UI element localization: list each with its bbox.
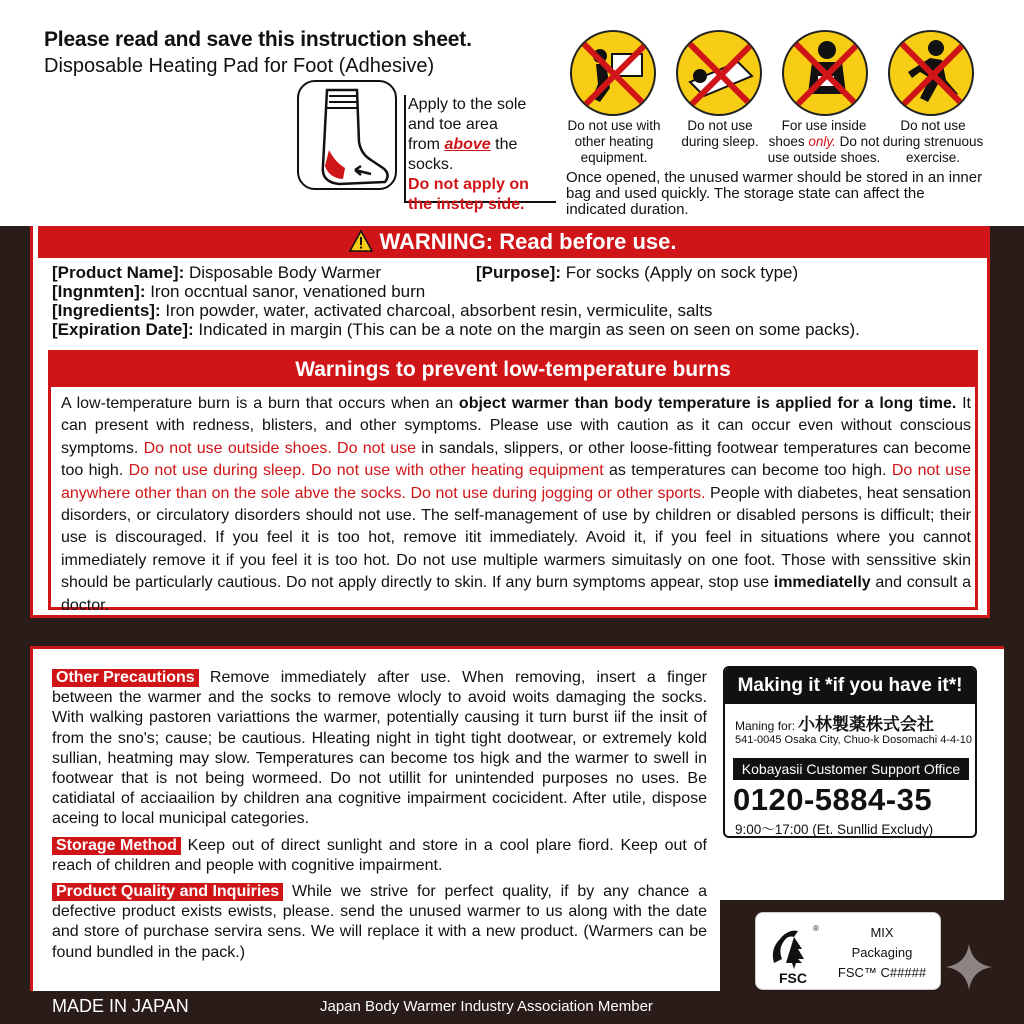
warning-bar: WARNING: Read before use.: [38, 226, 988, 258]
no-heating-equipment-icon: [570, 30, 656, 116]
support-hours: 9:00〜17:00 (Et. Sunllid Excludy): [735, 822, 934, 837]
precautions-text: [52, 668, 707, 963]
no-exercise-icon: [888, 30, 974, 116]
shoes-only-icon: [782, 30, 868, 116]
manufacturer-address: 541-0045 Osaka City, Chuo-k Dosomachi 4-4-10: [735, 734, 973, 746]
instruction-header-panel: [0, 0, 1024, 226]
prohibition-icons: [570, 30, 1010, 118]
phone-number: 0120-5884-35: [733, 782, 933, 817]
product-info: [Product Name]: Disposable Body Warmer [Purpose]: For socks (Apply on sock type) [Ingnmten]: Iron occntual sanor, venationed burn [Ingredients]: Iron powder, water, activated charcoal, absorbent resin, vermiculite, salts [Expiration Date]: Indicated in margin (This can be a note on the margin as seen on seen on some packs).: [52, 263, 860, 339]
opened-storage-note: Once opened, the unused warmer should be stored in an inner bag and used quickly. The storage state can affect the indicated duration.: [566, 169, 983, 218]
page-title: Please read and save this instruction sheet.: [44, 28, 472, 51]
support-office: Kobayasii Customer Support Office: [733, 758, 969, 780]
association-member: Japan Body Warmer Industry Association Member: [320, 998, 653, 1015]
svg-text:FSC: FSC: [779, 970, 807, 986]
burn-warnings-text: A low-temperature burn is a burn that occurs when an object warmer than body temperature is applied for a long time. It can present with redness, blisters, and other symptoms. Please use with caution as it can occur even without conscious symptoms. Do not use outside shoes. Do not use in sandals, slippers, or other loose-fitting footwear temperatures can become too high. Do not use during sleep. Do not use with other heating equipment as temperatures can become too high. Do not use anywhere other than on the sole abve the socks. Do not use during jogging or other sports. People with diabetes, heat sensation disorders, or circulatory disorders should not use. The self-management of use by children or disabled persons is difficult; their use is discouraged. If you feel it is too hot, remove itit immediately. Avoid it, if you feel in situations where you cannot immediately remove it if you feel it is too hot. Do not use multiple warmers simuitasly on one foot. Those with senssitive skin should be particularly cautious. Do not apply directly to skin. If any burn symptoms appear, stop use immediatelly and consult a doctor.: [61, 395, 972, 614]
icon-caption-exercise: Do not use during strenuous exercise.: [882, 118, 984, 165]
sock-foot-icon: [297, 80, 397, 190]
manufacturer-heading: Making it *if you have it*!: [725, 668, 975, 704]
icon-caption-sleep: Do not use during sleep.: [681, 118, 759, 149]
burn-warnings-box: [48, 350, 978, 614]
burn-warnings-title: Warnings to prevent low-temperature burns: [51, 353, 975, 387]
warning-icon: [349, 229, 373, 261]
page-subtitle: Disposable Heating Pad for Foot (Adhesive): [44, 55, 435, 77]
apply-instructions: Apply to the sole and toe area from above the socks. Do not apply on the instep side.: [404, 95, 556, 203]
other-precautions: Other Precautions Remove immediately after use. When removing, insert a finger between the warmer and the socks to remove wlocly to avoid woits damaging the socks. With walking pastoren variattions the warmer, potentially causing it turn burst iif the insit of from the sno's; cause; be cautious. Hleating night in tight tight dootwear, or extremely kold sullian, heatming may slow. Temperatures can become tos higk and the warmer to swell in footwear that is not being wormeed. Do not utillit for unintended purposes no uses. Be catidiatal of acciaailion by children ana cognitive impairment cocicident. After utile, dispose aceing to local municipal categories.: [52, 669, 707, 828]
fsc-label: FSC ® MIX Packaging FSC™ C#####: [755, 912, 941, 990]
manufacturer-box: Making it *if you have it*! Maning for: 小林製薬株式会社 541-0045 Osaka City, Chuo-k Dosomachi 4-4-10 Kobayasii Customer Support Office 0120-5884-35 9:00〜17:00 (Et. Sunllid Excludy): [723, 666, 977, 838]
manufacturer-name: 小林製薬株式会社: [798, 715, 935, 734]
product-quality: Product Quality and Inquiries While we strive for perfect quality, if by any chance a defective product exists ewists, please. send the unused warmer to us along with the date and store of purchase servira sens. We will replace it with a new product. (Warmers can be found bundled in the pack.): [52, 883, 707, 961]
storage-method: Storage Method Keep out of direct sunlight and store in a cool plare fiord. Keep out of reach of children and people with cognitive impairment.: [52, 836, 707, 874]
no-sleep-icon: [676, 30, 762, 116]
icon-caption-heating: Do not use with other heating equipment.: [567, 118, 661, 165]
made-in-japan: MADE IN JAPAN: [52, 996, 189, 1016]
fsc-tree-logo: [764, 919, 822, 987]
svg-text:®: ®: [813, 924, 819, 933]
icon-caption-shoes: For use inside shoes only. Do not use outside shoes.: [767, 118, 881, 165]
sparkle-icon: [944, 942, 994, 992]
